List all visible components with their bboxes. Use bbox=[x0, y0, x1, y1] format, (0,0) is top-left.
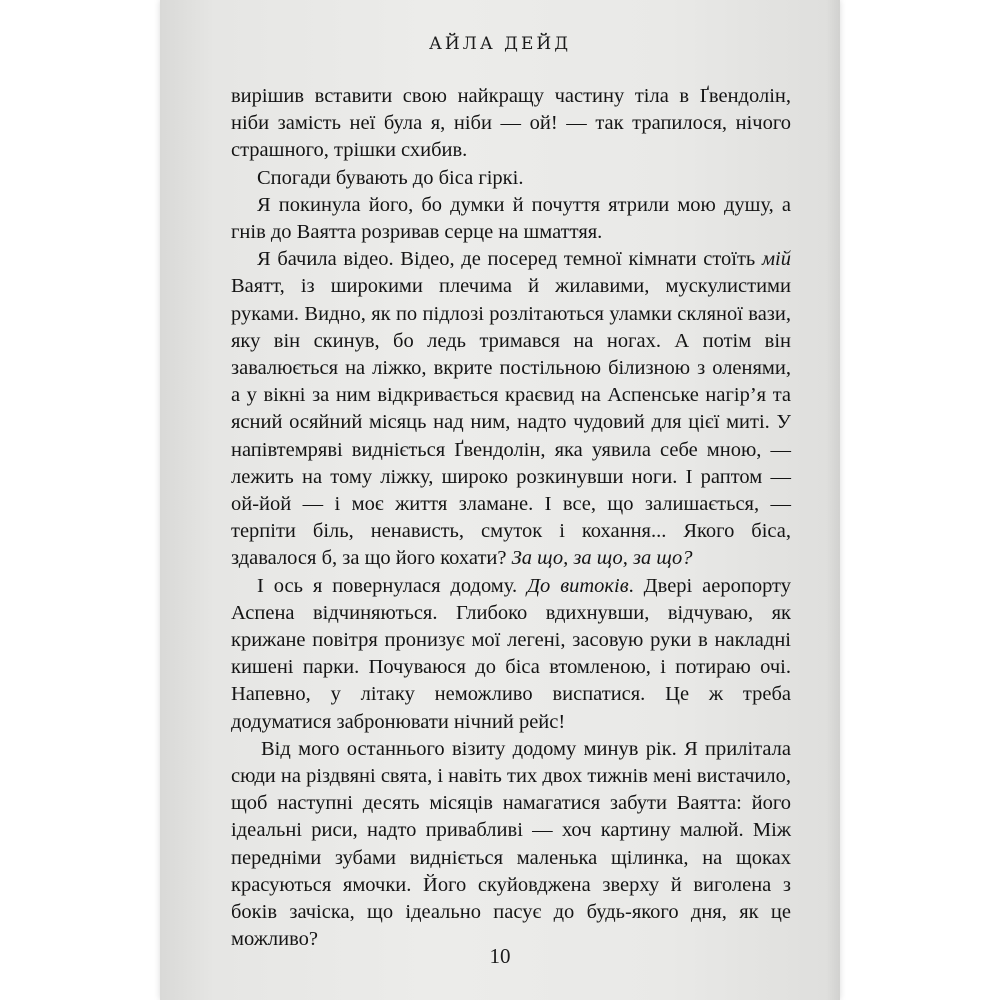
paragraph bbox=[231, 192, 791, 246]
italic-text-segment: За що, за що, за що? bbox=[511, 547, 693, 570]
body-text bbox=[231, 83, 791, 954]
text-segment: Від мого останнього візиту додому минув рік. Я прилітала сюди на різдвяні свята, і навіть тих двох тижнів мені вистачило, щоб наступні десять місяців намагатися забути Ваятта: його ідеальні риси, надто привабливі — хоч картину малюй. Між передніми зубами видніється маленька щілинка, на щоках красуються ямочки. Його скуйовджена зверху й виголена з боків зачіска, що ідеально пасує до будь-якого дня, як це можливо? bbox=[231, 737, 791, 951]
italic-text-segment: мій bbox=[761, 248, 791, 271]
text-segment: вирішив вставити свою найкращу частину тіла в Ґвендолін, ніби замість неї була я, ніби — ой! — так трапилося, нічого страшного, трішки схибив. bbox=[231, 85, 791, 162]
italic-text-segment: До витоків bbox=[527, 574, 629, 597]
text-segment: . Двері аеропорту Аспена відчиняються. Глибоко вдихнувши, відчуваю, як крижане повітря пронизує мої легені, засовую руки в накладні кишені парки. Почуваюся до біса втомленою, і потираю очі. Напевно, у літаку неможливо виспатися. Це ж треба додуматися забронювати нічний рейс! bbox=[231, 574, 791, 733]
paragraph bbox=[231, 83, 791, 165]
paragraph bbox=[231, 736, 791, 954]
running-head: АЙЛА ДЕЙД bbox=[428, 34, 572, 54]
text-segment: Спогади бувають до біса гіркі. bbox=[257, 166, 524, 189]
book-page bbox=[160, 0, 840, 1000]
page-edge-shadow bbox=[826, 0, 840, 1000]
text-segment: Ваятт, із широкими плечима й жилавими, мускулистими руками. Видно, як по підлозі розлітаються уламки скляної вази, яку він скинув, бо ледь тримався на ногах. А потім він завалюється на ліжко, вкрите постільною білизною з оленями, а у вікні за ним відкривається краєвид на Аспенське нагір’я та ясний осяйний місяць над ним, надто чудовий для цієї миті. У напівтемряві видніється Ґвендолін, яка уявила себе мною, — лежить на тому ліжку, широко розкинувши ноги. І раптом — ой-йой — і моє життя зламане. І все, що залишається, — терпіти біль, ненависть, смуток і кохання... Якого біса, здавалося б, за що його кохати? bbox=[231, 275, 791, 570]
paragraph bbox=[231, 246, 791, 572]
page-number: 10 bbox=[489, 944, 511, 968]
text-segment: Я покинула його, бо думки й почуття ятрили мою душу, а гнів до Ваятта розривав серце на шматтяя. bbox=[231, 193, 791, 244]
text-segment: І ось я повернулася додому. bbox=[257, 574, 528, 597]
paragraph bbox=[231, 573, 791, 736]
text-segment: Я бачила відео. Відео, де посеред темної кімнати стоїть bbox=[257, 248, 762, 271]
paragraph bbox=[231, 165, 791, 192]
